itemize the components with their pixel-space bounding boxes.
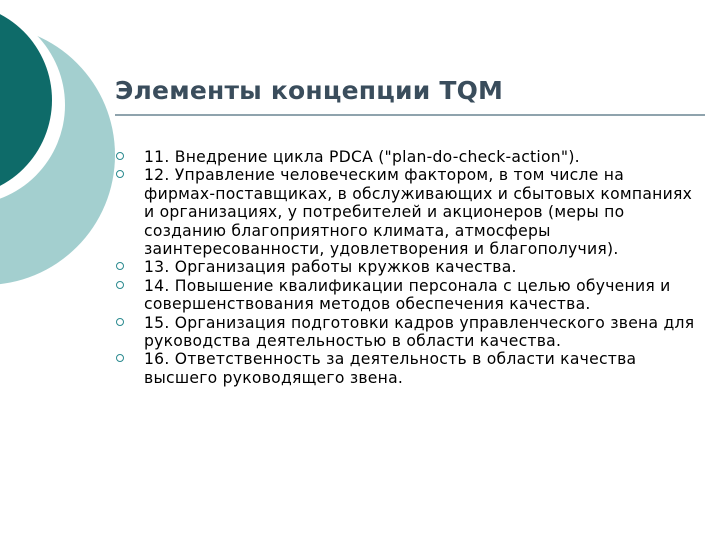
bullet-list [116, 148, 696, 387]
white-ring [0, 5, 65, 205]
bullet-text: 14. Повышение квалификации персонала с целью обучения и совершенствования методов обеспечения качества. [144, 276, 671, 314]
bullet-text: 11. Внедрение цикла PDCA ("plan-do-check-action"). [144, 148, 580, 166]
list-item [116, 277, 696, 314]
bullet-text: 16. Ответственность за деятельность в области качества высшего руководящего звена. [144, 350, 637, 387]
circle-bullet-icon [116, 152, 124, 160]
circle-bullet-icon [116, 318, 124, 326]
circle-bullet-icon [116, 262, 124, 270]
title-divider [115, 114, 705, 116]
list-item [116, 350, 696, 387]
circle-bullet-icon [116, 354, 124, 362]
list-item [116, 166, 696, 258]
circle-bullet-icon [116, 170, 124, 178]
dark-teal-circle [0, 3, 52, 197]
light-teal-circle [0, 25, 115, 285]
list-item [116, 148, 696, 166]
slide-title: Элементы концепции TQM [115, 76, 504, 105]
bullet-text: 15. Организация подготовки кадров управленческого звена для руководства деятельностью в области качества. [144, 313, 695, 351]
circle-bullet-icon [116, 281, 124, 289]
list-item [116, 314, 696, 351]
bullet-text: 13. Организация работы кружков качества. [144, 258, 517, 277]
list-item [116, 258, 696, 276]
bullet-text: 12. Управление человеческим фактором, в том числе на фирмах-поставщиках, в обслуживающих и сбытовых компаниях и организациях, у потребителей и акционеров (меры по созданию благоприятного климата, атмосферы заинтересованности, удовлетворения и благополучия). [144, 166, 693, 259]
